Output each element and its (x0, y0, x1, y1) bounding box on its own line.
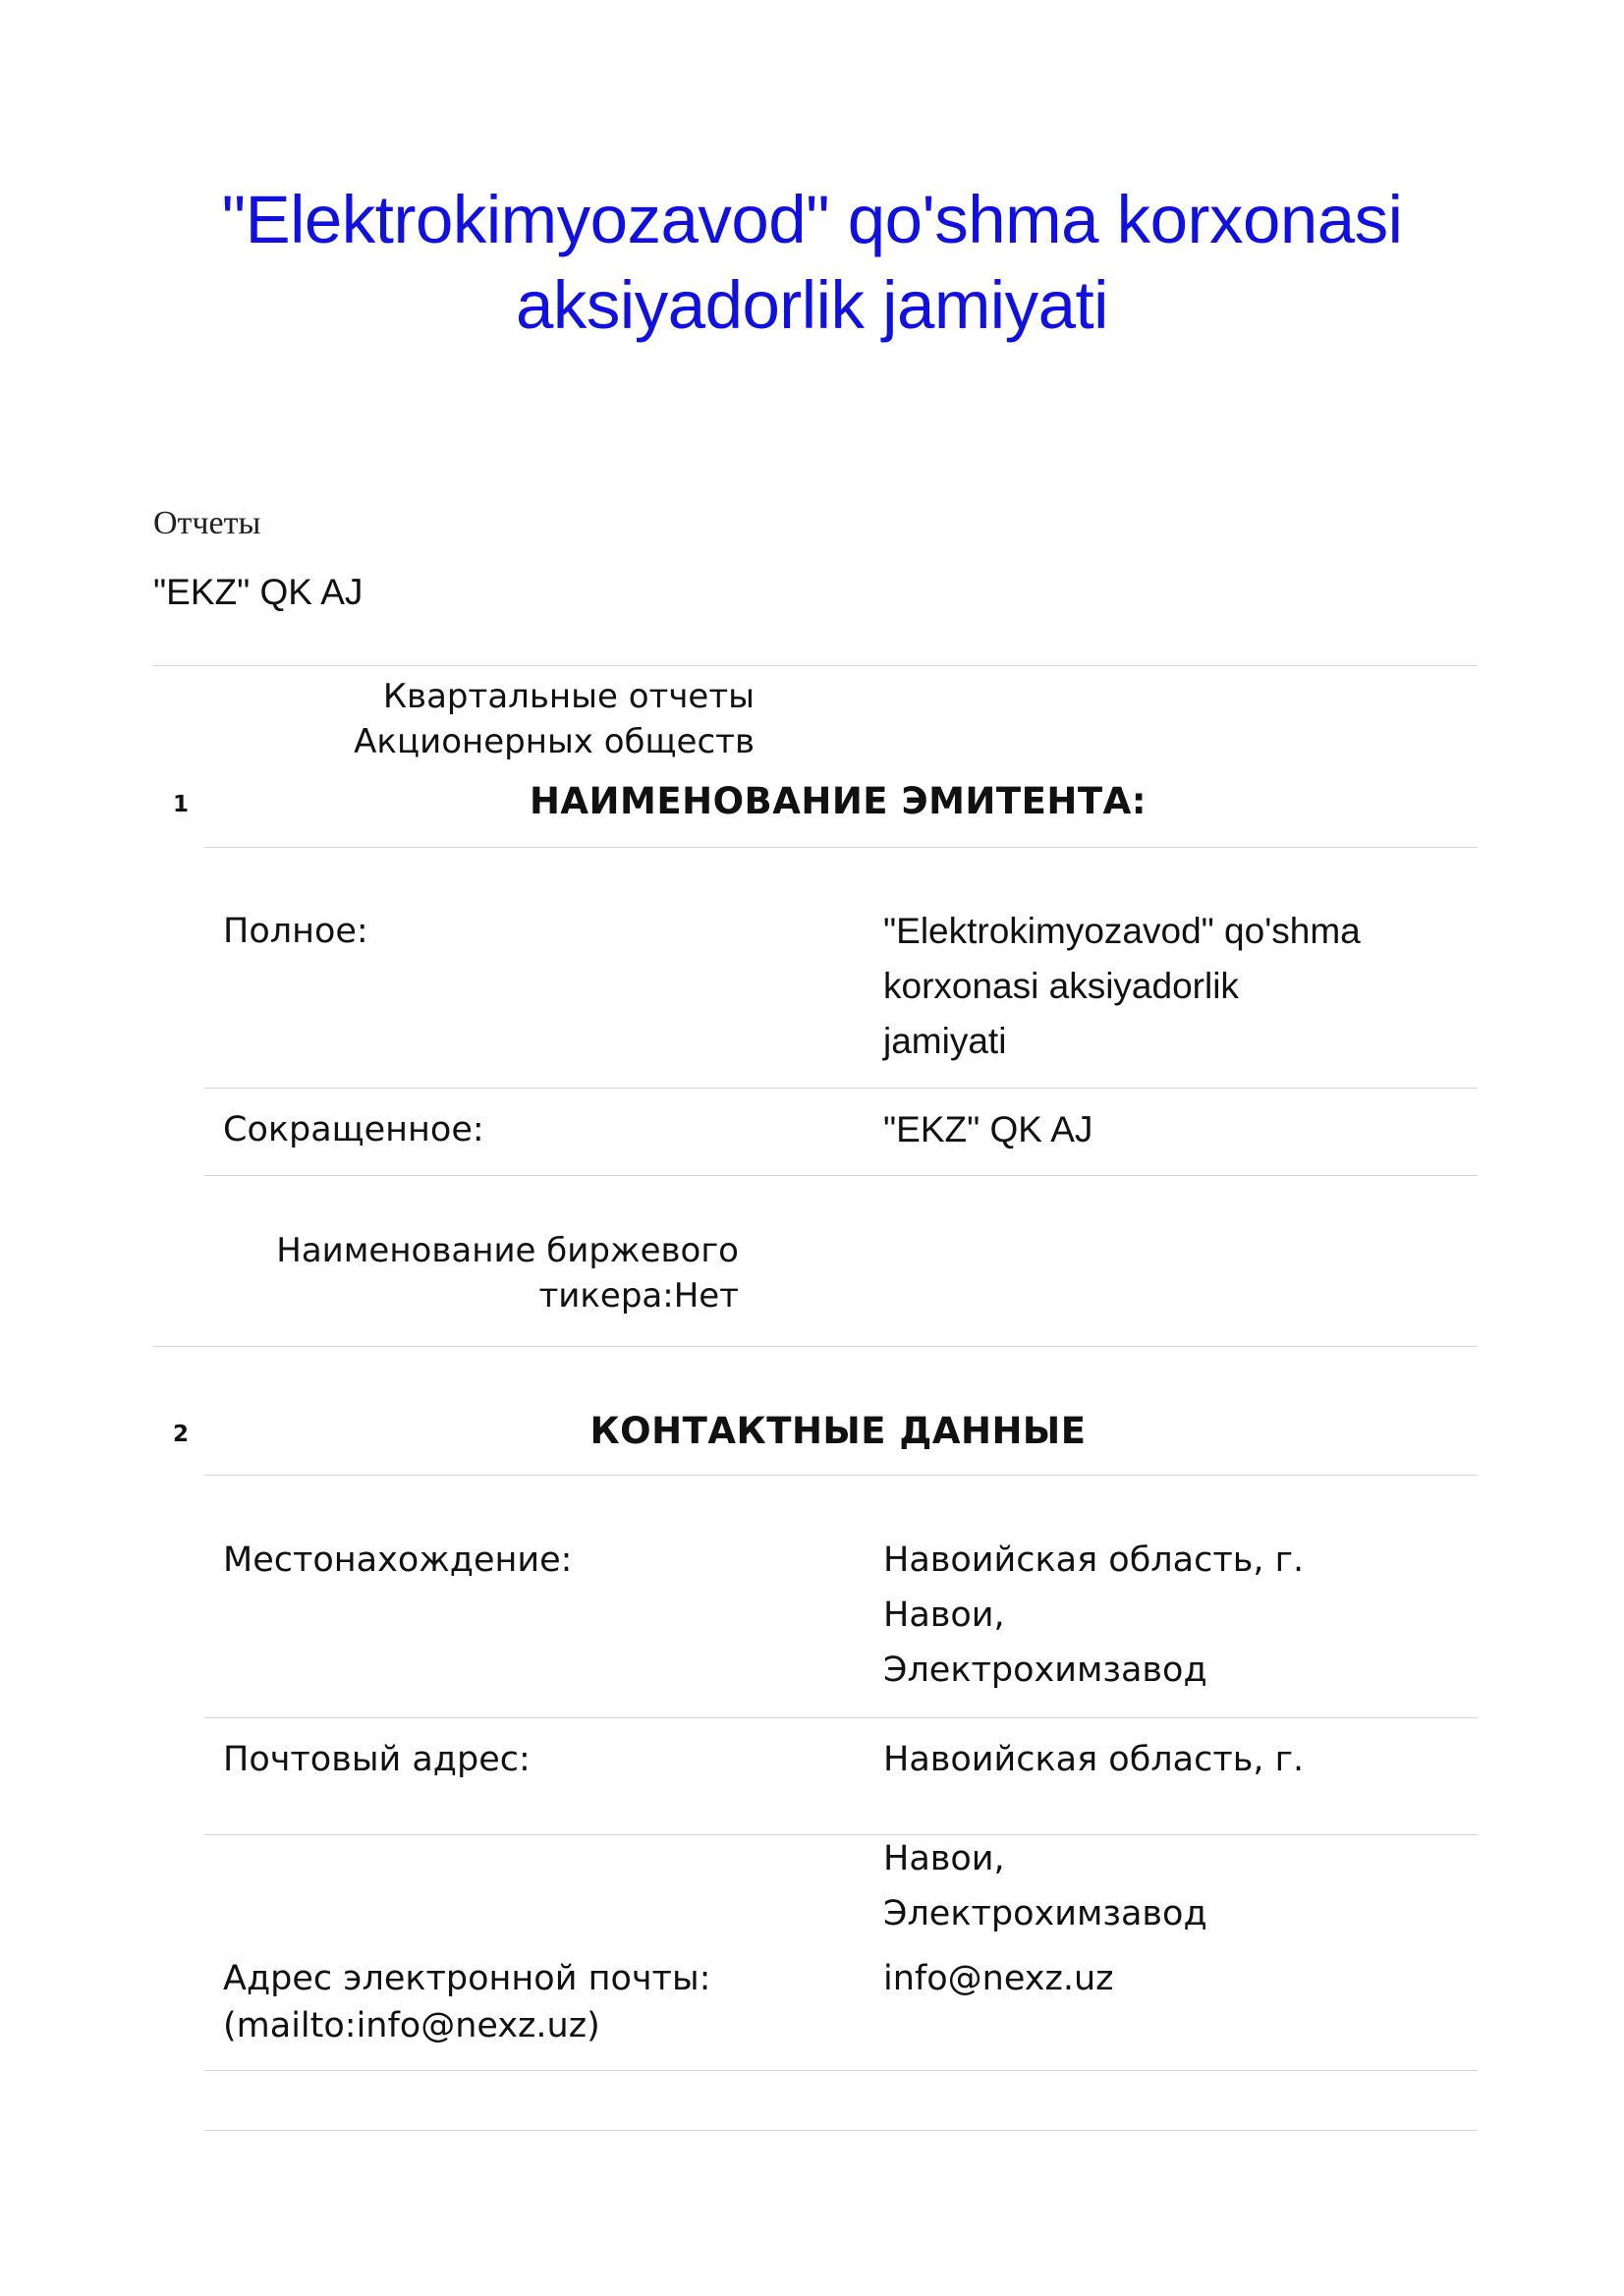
row-divider (204, 1088, 1478, 1089)
section-2-number: 2 (173, 1422, 190, 1447)
email-value[interactable]: info@nexz.uz (883, 1959, 1114, 1998)
postal-address-label: Почтовый адрес: (223, 1740, 531, 1779)
report-type-line-1: Квартальные отчеты (382, 677, 755, 716)
full-name-label: Полное: (223, 912, 368, 951)
section-1-number: 1 (173, 792, 190, 817)
email-label-line-1: Адрес электронной почты: (223, 1959, 711, 1998)
email-mailto-link[interactable]: (mailto:info@nexz.uz) (223, 2006, 600, 2045)
divider-bottom (204, 2130, 1478, 2131)
location-value-line-1: Навоийская область, г. (883, 1540, 1305, 1580)
title-line-1: "Elektrokimyozavod" qo'shma korxonasi (221, 182, 1403, 257)
full-name-value (883, 904, 1473, 1069)
company-short-name: "EKZ" QK AJ (153, 572, 364, 612)
row-divider (204, 1717, 1478, 1718)
location-value-line-3: Электрохимзавод (883, 1651, 1207, 1690)
section-2-heading: КОНТАКТНЫЕ ДАННЫЕ (589, 1410, 1087, 1452)
exchange-ticker-line-1: Наименование биржевого (276, 1231, 739, 1270)
exchange-ticker (153, 1228, 739, 1318)
exchange-ticker-line-2: тикера:Нет (538, 1276, 739, 1316)
title-line-2: aksiyadorlik jamiyati (515, 267, 1109, 343)
section-2-divider (204, 1475, 1478, 1476)
report-type (153, 674, 755, 764)
postal-address-continued (883, 1831, 1473, 1941)
divider-section (153, 1346, 1478, 1347)
full-name-value-line-1: "Elektrokimyozavod" qo'shma (883, 911, 1361, 951)
location-value (883, 1533, 1473, 1698)
location-value-line-2: Навои, (883, 1596, 1005, 1635)
section-1-heading: НАИМЕНОВАНИЕ ЭМИТЕНТА: (529, 780, 1148, 822)
document-title (0, 177, 1624, 348)
row-divider (204, 1175, 1478, 1176)
postal-address-line-2: Навои, (883, 1839, 1005, 1878)
short-name-label: Сокращенное: (223, 1110, 484, 1149)
location-label: Местонахождение: (223, 1540, 573, 1580)
full-name-value-line-3: jamiyati (883, 1021, 1007, 1061)
short-name-value: "EKZ" QK AJ (883, 1109, 1093, 1149)
divider-top (153, 665, 1478, 666)
breadcrumb-reports[interactable]: Отчеты (153, 505, 261, 541)
email-label (223, 1955, 710, 2049)
report-type-line-2: Акционерных обществ (354, 722, 755, 761)
postal-address-line-1: Навоийская область, г. (883, 1740, 1305, 1779)
row-divider (204, 2070, 1478, 2071)
postal-address-line-3: Электрохимзавод (883, 1894, 1207, 1933)
full-name-value-line-2: korxonasi aksiyadorlik (883, 966, 1239, 1006)
section-1-divider (204, 847, 1478, 848)
